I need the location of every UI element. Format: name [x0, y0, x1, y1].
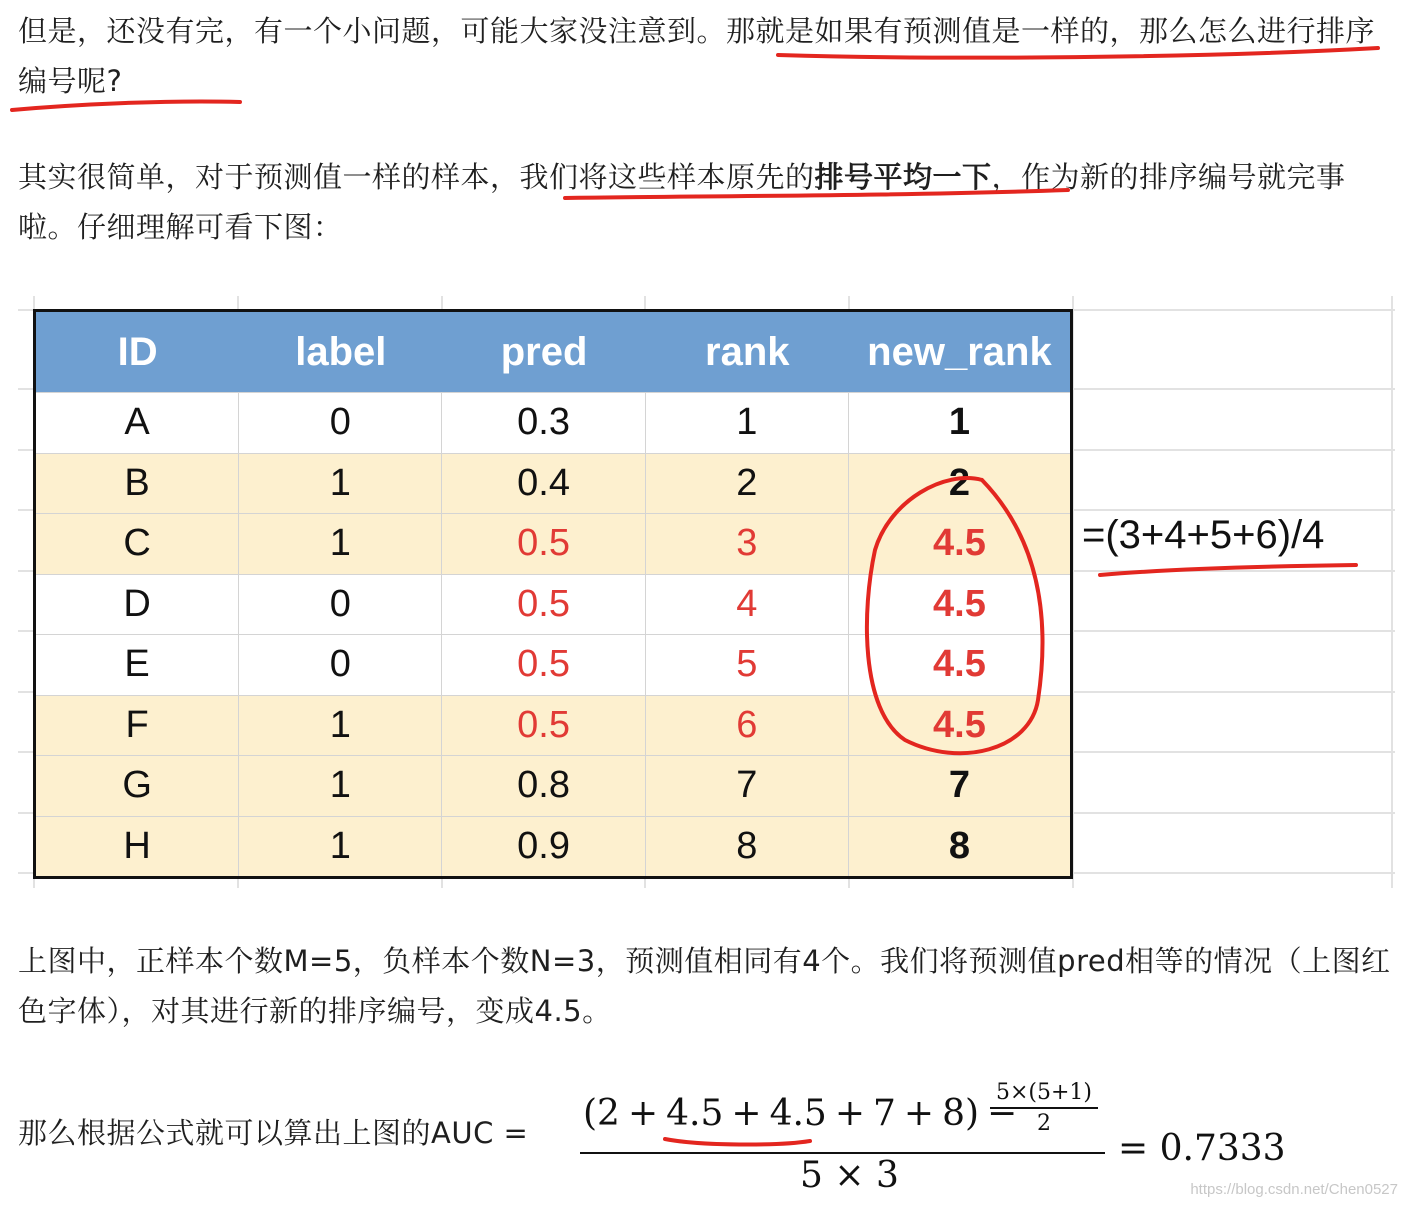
header-pred: pred	[500, 329, 588, 374]
table-row	[36, 574, 1070, 635]
cell-pred: 0.5	[442, 696, 645, 756]
num-term-4-5-a: 4.5	[666, 1093, 724, 1134]
num-plus-2: +	[731, 1093, 762, 1134]
cell-label: 1	[239, 817, 442, 877]
cell-new-rank: 8	[948, 824, 971, 867]
cell-new-rank: 4.5	[933, 643, 986, 686]
num-plus-3: +	[834, 1093, 865, 1134]
table-header-row	[36, 312, 1070, 392]
table-row	[36, 513, 1070, 574]
explanation-paragraph	[18, 152, 1394, 252]
table-row	[36, 392, 1070, 453]
cell-id: B	[36, 454, 239, 514]
cell-pred: 0.5	[442, 635, 645, 695]
header-label: label	[295, 329, 387, 374]
table-body	[36, 392, 1070, 876]
small-fraction-denominator: 2	[1037, 1111, 1051, 1136]
intro-paragraph: 但是，还没有完，有一个小问题，可能大家没注意到。那就是如果有预测值是一样的，那么怎么进行排序编号呢?	[18, 14, 1376, 98]
num-plus-4: +	[903, 1093, 935, 1134]
explanation-emphasis: 排号平均一下	[814, 160, 992, 194]
header-id: ID	[117, 329, 158, 374]
summary-paragraph: 上图中，正样本个数M=5，负样本个数N=3，预测值相同有4个。我们将预测值pred相等的情况（上图红色字体），对其进行新的排序编号，变成4.5。	[18, 944, 1391, 1028]
cell-id: H	[36, 817, 239, 877]
cell-new-rank: 1	[948, 401, 971, 444]
small-fraction	[990, 1080, 1098, 1136]
table-row	[36, 695, 1070, 756]
cell-rank: 1	[646, 393, 849, 453]
cell-pred: 0.4	[442, 454, 645, 514]
cell-new-rank: 4.5	[933, 582, 986, 625]
header-rank: rank	[705, 329, 790, 374]
cell-label: 1	[239, 696, 442, 756]
cell-rank: 2	[646, 454, 849, 514]
cell-id: A	[36, 393, 239, 453]
cell-id: C	[36, 514, 239, 574]
cell-pred: 0.5	[442, 514, 645, 574]
cell-id: D	[36, 575, 239, 635]
watermark: https://blog.csdn.net/Chen0527	[1190, 1181, 1398, 1198]
cell-pred: 0.9	[442, 817, 645, 877]
num-term-4-5-b: 4.5	[769, 1093, 827, 1134]
auc-numerator	[583, 1093, 1025, 1134]
cell-id: G	[36, 756, 239, 816]
cell-rank: 8	[646, 817, 849, 877]
num-minus: −	[987, 1093, 1018, 1134]
cell-rank: 5	[646, 635, 849, 695]
cell-label: 1	[239, 514, 442, 574]
small-fraction-numerator: 5×(5+1)	[990, 1080, 1098, 1109]
cell-rank: 3	[646, 514, 849, 574]
table-row	[36, 816, 1070, 877]
cell-pred: 0.3	[442, 393, 645, 453]
auc-result: = 0.7333	[1118, 1128, 1286, 1169]
cell-new-rank: 4.5	[933, 522, 986, 565]
cell-label: 1	[239, 454, 442, 514]
cell-label: 0	[239, 393, 442, 453]
rank-table	[33, 309, 1073, 879]
side-formula: =(3+4+5+6)/4	[1082, 513, 1325, 557]
cell-rank: 4	[646, 575, 849, 635]
table-row	[36, 453, 1070, 514]
cell-pred: 0.5	[442, 575, 645, 635]
cell-id: F	[36, 696, 239, 756]
table-row	[36, 634, 1070, 695]
cell-rank: 7	[646, 756, 849, 816]
cell-label: 0	[239, 575, 442, 635]
underline-numerator	[665, 1139, 810, 1145]
cell-new-rank: 4.5	[933, 703, 986, 746]
num-plus-1: +	[627, 1093, 659, 1134]
cell-label: 0	[239, 635, 442, 695]
header-new-rank: new_rank	[867, 329, 1052, 374]
cell-new-rank: 2	[948, 461, 971, 504]
cell-new-rank: 7	[948, 764, 971, 807]
explanation-text-a: 其实很简单，对于预测值一样的样本，我们将这些样本原先的	[18, 160, 815, 194]
auc-lead-text: 那么根据公式就可以算出上图的AUC =	[18, 1116, 529, 1150]
fraction-bar	[580, 1152, 1105, 1154]
num-open: (2	[583, 1093, 620, 1134]
num-term-7: 7	[873, 1093, 896, 1134]
cell-pred: 0.8	[442, 756, 645, 816]
explanation-text-c: ，作为新的排序编号就完事啦。仔细理解可看下图：	[18, 160, 1346, 244]
cell-label: 1	[239, 756, 442, 816]
table-row	[36, 755, 1070, 816]
cell-rank: 6	[646, 696, 849, 756]
cell-id: E	[36, 635, 239, 695]
auc-denominator: 5 × 3	[800, 1155, 899, 1196]
num-term-8: 8)	[942, 1093, 980, 1134]
